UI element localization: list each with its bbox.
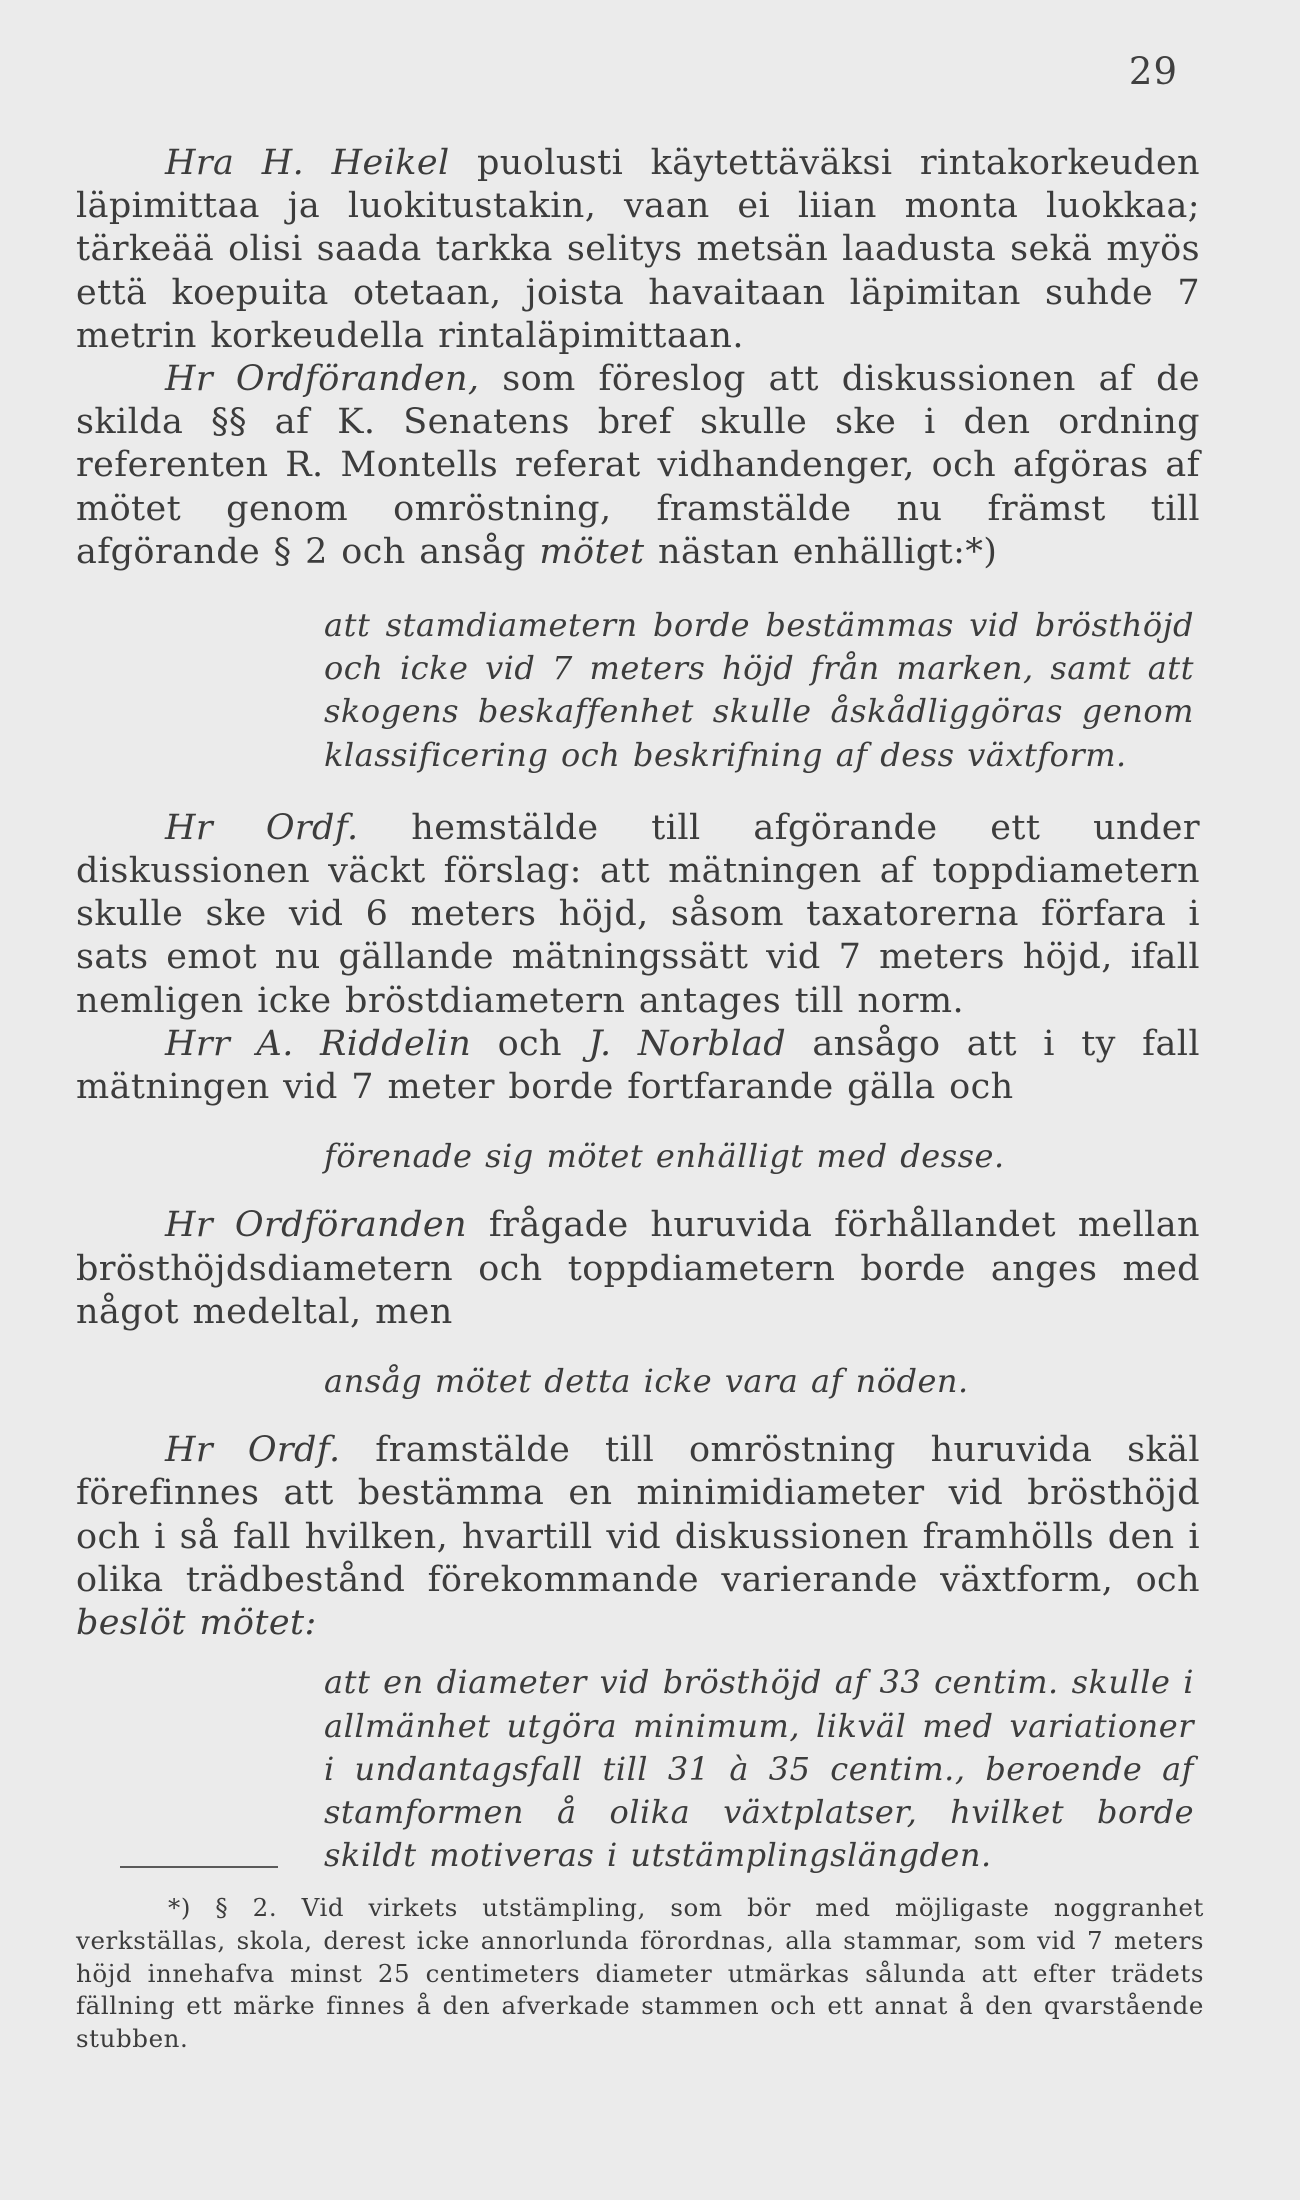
minutes-body [76, 142, 1200, 1877]
speaker-name: Hr Ordf. [165, 1430, 341, 1471]
speaker-name: Hr Ordföranden [165, 1205, 467, 1246]
resolution-brosthojd: att stamdiametern borde bestämmas vid brösthöjd och icke vid 7 meters höjd från marken, samt att skogens beskaffenhet skulle åskådliggöras genom klassificering och beskrifning af dess växtform. [324, 606, 1194, 774]
page-number: 29 [1128, 50, 1178, 93]
paragraph-ordforanden-medeltal [76, 1204, 1200, 1334]
paragraph-text: och [471, 1023, 589, 1064]
paragraph-riddelin-norblad [76, 1023, 1200, 1109]
speaker-name: Hrr A. Riddelin [165, 1023, 472, 1064]
paragraph-ordf-minimidiameter [76, 1429, 1200, 1645]
speaker-name: Hr Ordf. [165, 807, 359, 848]
paragraph-heikel [76, 142, 1200, 358]
speaker-name: Hra H. Heikel [165, 143, 450, 183]
resolution-minimum: att en diameter vid brösthöjd af 33 centim. skulle i allmänhet utgöra minimum, likväl med variationer i undantagsfall till 31 à 35 centim., beroende af stamformen å olika växtplatser, hvilket borde skildt motiveras i utstämplingslängden. [324, 1663, 1194, 1875]
paragraph-text: som föreslog att diskussionen af de skilda §§ af K. Senatens bref skulle ske i den ordning referenten R. Montells referat vidhandenger, och afgöras af mötet genom omröstning, framstälde nu främst till afgörande § 2 och ansåg [76, 359, 1200, 572]
paragraph-text: framstälde till omröstning huruvida skäl förefinnes att bestämma en minimidiameter vid brösthöjd och i så fall hvilken, hvartill vid diskussionen framhölls den i olika trädbestånd förekommande varierande växtform, och [76, 1430, 1200, 1600]
footnote: *) § 2. Vid virkets utstämpling, som bör med möjligaste noggranhet verkställas, skola, derest icke annorlunda förordnas, alla stammar, som vid 7 meters höjd innehafva minst 25 centimeters diameter utmärkas sålunda att efter trädets fällning ett märke finnes å den afverkade stammen och ett annat å den qvarstående stubben. [76, 1893, 1204, 2054]
paragraph-text: frågade huruvida förhållandet mellan brösthöjdsdiametern och toppdiametern borde anges med något medeltal, men [76, 1205, 1200, 1332]
paragraph-text-tail: nästan enhälligt:*) [644, 531, 998, 572]
paragraph-ordforanden-proposal [76, 358, 1200, 574]
footnote-divider [120, 1866, 278, 1868]
speaker-name-2: J. Norblad [588, 1023, 786, 1064]
paragraph-text: hemstälde till afgörande ett under diskussionen väckt förslag: att mätningen af toppdiametern skulle ske vid 6 meters höjd, såsom taxatorerna förfara i sats emot nu gällande mätningssätt vid 7 meters höjd, ifall nemligen icke bröstdiametern antages till norm. [76, 807, 1200, 1021]
paragraph-text: puolusti käytettäväksi rintakorkeuden läpimittaa ja luokitustakin, vaan ei liian monta luokkaa; tärkeää olisi saada tarkka selitys metsän laadusta sekä myös että koepuita otetaan, joista havaitaan läpimitan suhde 7 metrin korkeudella rintaläpimittaan. [76, 143, 1200, 356]
resolution-ansag: ansåg mötet detta icke vara af nöden. [324, 1362, 969, 1401]
emphasis-text: beslöt mötet: [76, 1603, 317, 1644]
speaker-name: Hr Ordföranden, [165, 359, 480, 400]
resolution-forenade: förenade sig mötet enhälligt med desse. [324, 1137, 1005, 1176]
paragraph-ordf-toppdiameter [76, 807, 1200, 1023]
paragraph-text-tail: ansågo att i ty fall mätningen vid 7 meter borde fortfarande gälla och [76, 1023, 1200, 1108]
emphasis-text: mötet [539, 531, 645, 572]
